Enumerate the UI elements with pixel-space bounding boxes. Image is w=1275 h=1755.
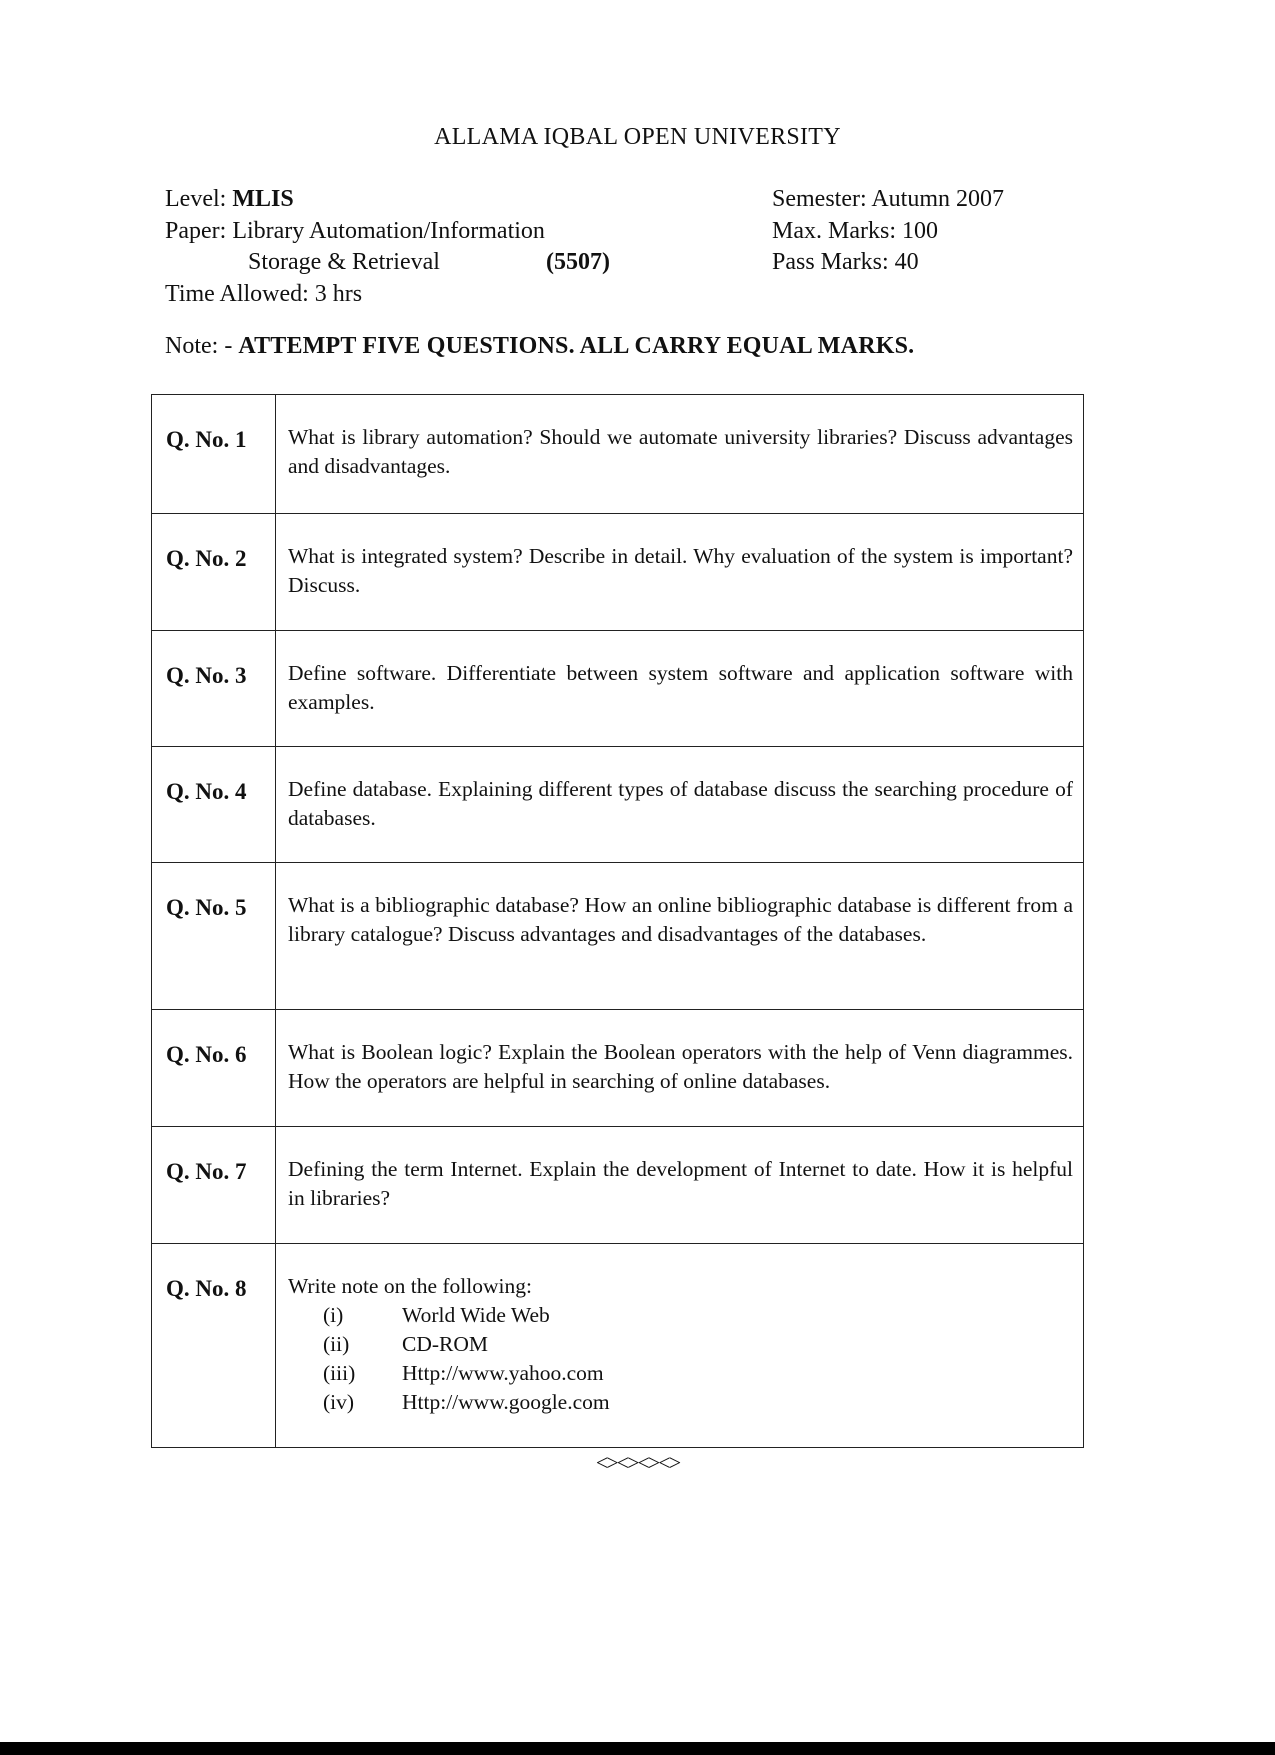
subtopic-number: (iii) bbox=[323, 1361, 356, 1385]
subtopic-list bbox=[288, 1301, 1073, 1417]
question-text: Write note on the following: bbox=[288, 1274, 532, 1298]
question-row bbox=[152, 1010, 1084, 1127]
question-text: What is Boolean logic? Explain the Boolean operators with the help of Venn diagrammes. How the operators are helpful in searching of online databases. bbox=[276, 1010, 1084, 1127]
question-text: Define database. Explaining different types of database discuss the searching procedure of databases. bbox=[276, 747, 1084, 863]
level-label: Level: bbox=[165, 186, 227, 212]
question-row bbox=[152, 514, 1084, 631]
pass-marks: Pass Marks: 40 bbox=[772, 249, 919, 275]
header-right-block bbox=[772, 184, 1004, 279]
subtopic-text: Http://www.yahoo.com bbox=[402, 1361, 604, 1385]
level-row bbox=[165, 184, 610, 216]
instructions-note bbox=[165, 333, 914, 360]
paper-row bbox=[165, 216, 610, 248]
question-text-block bbox=[276, 1244, 1084, 1448]
paper-title-line2: Storage & Retrieval bbox=[248, 249, 440, 275]
question-number: Q. No. 3 bbox=[152, 631, 276, 747]
level-value: MLIS bbox=[232, 186, 294, 212]
paper-row-2 bbox=[165, 247, 610, 279]
subtopic-number: (ii) bbox=[323, 1332, 350, 1356]
subtopic-number: (i) bbox=[323, 1303, 344, 1327]
question-row bbox=[152, 747, 1084, 863]
subtopic-item bbox=[288, 1330, 1073, 1359]
question-text: What is library automation? Should we automate university libraries? Discuss advantages and disadvantages. bbox=[276, 395, 1084, 514]
question-row bbox=[152, 1127, 1084, 1244]
question-row bbox=[152, 395, 1084, 514]
question-text: Define software. Differentiate between system software and application software with examples. bbox=[276, 631, 1084, 747]
question-number: Q. No. 6 bbox=[152, 1010, 276, 1127]
paper-code: (5507) bbox=[545, 249, 610, 275]
question-row bbox=[152, 1244, 1084, 1448]
subtopic-text: World Wide Web bbox=[402, 1303, 550, 1327]
paper-label: Paper: bbox=[165, 217, 227, 244]
subtopic-item bbox=[288, 1388, 1073, 1417]
question-number: Q. No. 1 bbox=[152, 395, 276, 514]
time-allowed: Time Allowed: 3 hrs bbox=[165, 280, 363, 307]
subtopic-item bbox=[288, 1359, 1073, 1388]
question-text: Defining the term Internet. Explain the development of Internet to date. How it is helpful in libraries? bbox=[276, 1127, 1084, 1244]
semester: Semester: Autumn 2007 bbox=[772, 186, 1004, 212]
max-marks: Max. Marks: 100 bbox=[772, 217, 938, 244]
question-number: Q. No. 8 bbox=[152, 1244, 276, 1448]
question-text: What is a bibliographic database? How an online bibliographic database is different from a library catalogue? Discuss advantages and disadvantages of the databases. bbox=[276, 863, 1084, 1010]
question-row bbox=[152, 863, 1084, 1010]
question-number: Q. No. 2 bbox=[152, 514, 276, 631]
paper-title-line1: Library Automation/Information bbox=[232, 217, 545, 244]
subtopic-item bbox=[288, 1301, 1073, 1330]
question-number: Q. No. 5 bbox=[152, 863, 276, 1010]
subtopic-text: Http://www.google.com bbox=[402, 1390, 610, 1414]
header-left-block bbox=[165, 184, 610, 310]
question-number: Q. No. 7 bbox=[152, 1127, 276, 1244]
question-number: Q. No. 4 bbox=[152, 747, 276, 863]
subtopic-text: CD-ROM bbox=[402, 1332, 489, 1356]
question-row bbox=[152, 631, 1084, 747]
scan-edge-bar bbox=[0, 1742, 1275, 1755]
note-text: ATTEMPT FIVE QUESTIONS. ALL CARRY EQUAL MARKS. bbox=[238, 333, 915, 359]
question-text: What is integrated system? Describe in detail. Why evaluation of the system is important? Discuss. bbox=[276, 514, 1084, 631]
university-title: ALLAMA IQBAL OPEN UNIVERSITY bbox=[434, 124, 841, 150]
end-of-paper-mark: <><><><> bbox=[595, 1450, 680, 1475]
subtopic-number: (iv) bbox=[323, 1390, 355, 1414]
note-label: Note: - bbox=[165, 333, 233, 359]
questions-table bbox=[151, 394, 1084, 1448]
